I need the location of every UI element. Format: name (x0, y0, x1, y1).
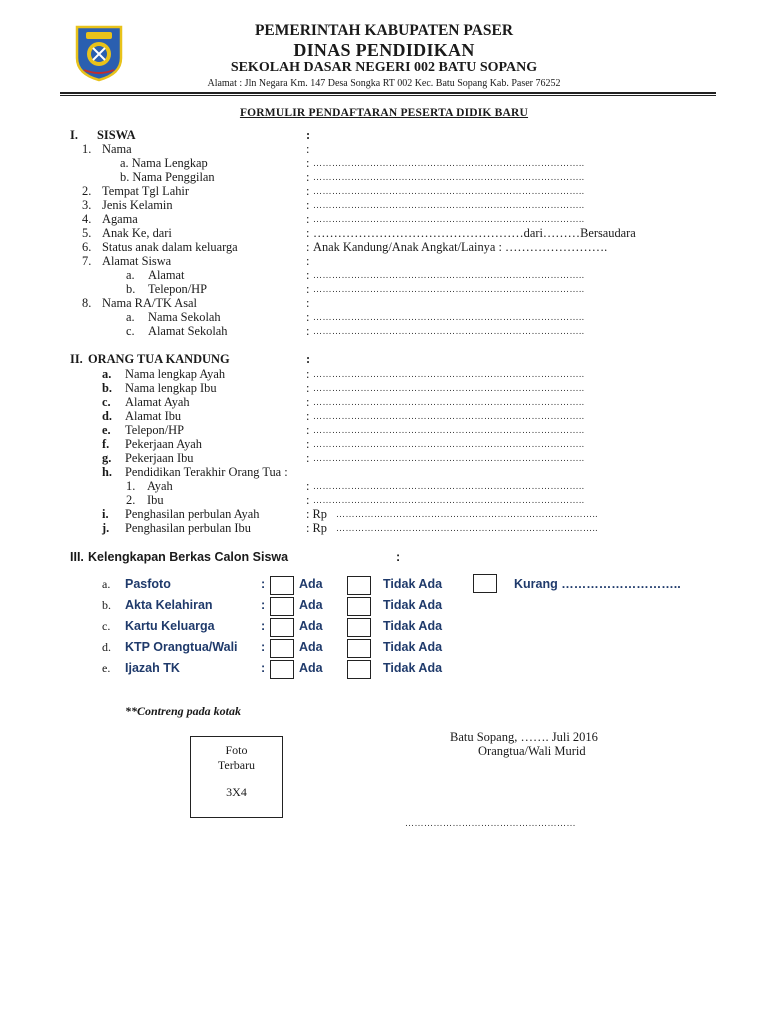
row-colon: : (306, 212, 310, 226)
section2-row (0, 381, 768, 395)
section3-number: III. (70, 550, 84, 564)
row-value[interactable]: ………………………………………………………………………….. (313, 411, 585, 421)
row-sub-letter: a. (126, 310, 135, 324)
document-label: Akta Kelahiran (125, 598, 213, 612)
row-value[interactable]: ………………………………………………………………………….. (313, 214, 585, 224)
section2-row (0, 409, 768, 423)
row-colon: : (306, 184, 310, 198)
row-label: Alamat Sekolah (148, 324, 228, 338)
row-letter: e. (102, 661, 111, 675)
section1-row (0, 170, 768, 184)
row-value[interactable]: Anak Kandung/Anak Angkat/Lainya : ……………………. (313, 240, 608, 254)
row-number: 8. (82, 296, 92, 310)
row-value[interactable]: ……………………………………………dari………Bersaudara (313, 226, 636, 240)
row-label: Tempat Tgl Lahir (102, 184, 189, 198)
row-letter: f. (102, 437, 110, 451)
document-check-row (0, 616, 768, 636)
row-colon: : (306, 254, 310, 268)
row-label: Alamat (148, 268, 185, 282)
row-label: Ibu (147, 493, 164, 507)
form-title: FORMULIR PENDAFTARAN PESERTA DIDIK BARU (239, 107, 529, 119)
header-address: Alamat : Jln Negara Km. 147 Desa Songka RT 002 Kec. Batu Sopang Kab. Paser 76252 (207, 78, 561, 89)
checkbox-ada[interactable] (270, 576, 294, 595)
section2-row (0, 367, 768, 381)
row-value[interactable]: ………………………………………………………………………….. (313, 200, 585, 210)
row-colon: : (306, 479, 310, 493)
header-rule (60, 92, 716, 94)
row-value[interactable]: ………………………………………………………………………….. (313, 453, 585, 463)
document-colon: : (261, 577, 266, 591)
row-label: Telepon/HP (148, 282, 208, 296)
row-value[interactable]: ………………………………………………………………………….. (313, 439, 585, 449)
header-school: SEKOLAH DASAR NEGERI 002 BATU SOPANG (230, 60, 538, 75)
option-tidak-ada-label: Tidak Ada (383, 577, 443, 591)
row-colon: : (306, 142, 310, 156)
row-colon: : (306, 198, 310, 212)
document-check-row (0, 658, 768, 678)
document-colon: : (261, 661, 266, 675)
row-letter: e. (102, 423, 111, 437)
option-tidak-ada-label: Tidak Ada (383, 661, 443, 675)
section2-number: II. (70, 352, 83, 366)
row-colon: : (306, 423, 310, 437)
checkbox-tidak-ada[interactable] (347, 597, 371, 616)
row-value[interactable]: ………………………………………………………………………….. (313, 397, 585, 407)
row-label: Nama lengkap Ibu (125, 381, 217, 395)
row-number: 2. (82, 184, 92, 198)
document-label: Ijazah TK (125, 661, 180, 675)
row-label: Alamat Ayah (125, 395, 190, 409)
section1-row (0, 324, 768, 338)
row-value[interactable]: ………………………………………………………………………….. (313, 270, 585, 280)
row-number: 1. (82, 142, 92, 156)
option-kurang-label: Kurang ……………………….. (514, 577, 681, 591)
row-colon: : (306, 493, 310, 507)
row-number: 3. (82, 198, 92, 212)
row-label: Anak Ke, dari (102, 226, 172, 240)
section2-row (0, 521, 768, 535)
section1-row (0, 240, 768, 254)
header-government: PEMERINTAH KABUPATEN PASER (254, 22, 514, 39)
row-letter: c. (102, 619, 111, 633)
option-ada-label: Ada (299, 598, 323, 612)
row-sub-letter: a. (126, 268, 135, 282)
row-colon: : (306, 395, 310, 409)
section1-title: SISWA (97, 128, 136, 142)
section1-row (0, 310, 768, 324)
section2-row (0, 437, 768, 451)
row-value[interactable]: ………………………………………………………………………….. (313, 383, 585, 393)
option-tidak-ada-label: Tidak Ada (383, 598, 443, 612)
row-value[interactable]: ………………………………………………………………………….. (313, 481, 585, 491)
row-letter: a. (102, 577, 111, 591)
row-colon: : (306, 282, 310, 296)
row-letter: d. (102, 409, 112, 423)
row-sub-letter: b. (126, 282, 136, 296)
row-colon: : (306, 156, 310, 170)
option-ada-label: Ada (299, 640, 323, 654)
checkbox-ada[interactable] (270, 639, 294, 658)
option-tidak-ada-label: Tidak Ada (383, 619, 443, 633)
row-letter: d. (102, 640, 111, 654)
row-letter: b. (102, 598, 111, 612)
row-colon: : Rp (306, 521, 327, 535)
checkbox-note: **Contreng pada kotak (125, 704, 242, 718)
section1-row (0, 254, 768, 268)
photo-box (190, 736, 283, 818)
row-label: a. Nama Lengkap (120, 156, 208, 170)
row-number: 6. (82, 240, 92, 254)
section2-row (0, 423, 768, 437)
row-colon: : (306, 409, 310, 423)
row-value[interactable]: ………………………………………………………………………….. (313, 312, 585, 322)
signature-place-date: Batu Sopang, ……. Juli 2016 (450, 730, 598, 744)
row-label: Alamat Ibu (125, 409, 182, 423)
row-label: Penghasilan perbulan Ibu (125, 521, 251, 535)
section3-heading (0, 550, 768, 564)
option-tidak-ada-label: Tidak Ada (383, 640, 443, 654)
row-colon: : (306, 437, 310, 451)
row-letter: g. (102, 451, 112, 465)
row-label: Ayah (147, 479, 173, 493)
document-check-row (0, 574, 768, 594)
signature-line: ……………………………………………… (405, 818, 576, 828)
checkbox-tidak-ada[interactable] (347, 618, 371, 637)
row-label: Pekerjaan Ayah (125, 437, 202, 451)
section1-row (0, 198, 768, 212)
row-colon: : Rp (306, 507, 327, 521)
row-label: Alamat Siswa (102, 254, 172, 268)
row-number: 5. (82, 226, 92, 240)
photo-box-size: 3X4 (226, 785, 247, 799)
option-ada-label: Ada (299, 619, 323, 633)
section1-row (0, 268, 768, 282)
row-label: Jenis Kelamin (102, 198, 173, 212)
row-letter: h. (102, 465, 112, 479)
section1-number: I. (70, 128, 78, 142)
checkbox-kurang[interactable] (473, 574, 497, 593)
header-rule-thin (60, 95, 716, 96)
row-letter: j. (102, 521, 110, 535)
section1-row (0, 212, 768, 226)
row-letter: i. (102, 507, 109, 521)
section1-row (0, 282, 768, 296)
row-label: Pendidikan Terakhir Orang Tua : (125, 465, 288, 479)
row-colon: : (306, 381, 310, 395)
row-colon: : (306, 226, 310, 240)
section2-row (0, 451, 768, 465)
document-colon: : (261, 619, 266, 633)
checkbox-ada[interactable] (270, 597, 294, 616)
section1-row (0, 296, 768, 310)
row-letter: b. (102, 381, 112, 395)
row-value[interactable]: ……………………………………………………………………….. (336, 509, 598, 519)
section3-title: Kelengkapan Berkas Calon Siswa (88, 550, 289, 564)
row-colon: : (306, 268, 310, 282)
section3-colon: : (396, 550, 401, 564)
row-value[interactable]: ………………………………………………………………………….. (313, 284, 585, 294)
row-label: Nama (102, 142, 132, 156)
row-value[interactable]: ………………………………………………………………………….. (313, 369, 585, 379)
row-letter: a. (102, 367, 112, 381)
row-label: Agama (102, 212, 138, 226)
checkbox-tidak-ada[interactable] (347, 639, 371, 658)
row-value[interactable]: ……………………………………………………………………….. (336, 523, 598, 533)
checkbox-ada[interactable] (270, 660, 294, 679)
row-label: Nama lengkap Ayah (125, 367, 226, 381)
row-label: Nama RA/TK Asal (102, 296, 197, 310)
signature-role: Orangtua/Wali Murid (478, 744, 586, 758)
checkbox-ada[interactable] (270, 618, 294, 637)
row-sub-letter: c. (126, 324, 135, 338)
row-colon: : (306, 367, 310, 381)
photo-box-line2: Terbaru (217, 758, 256, 772)
row-label: Pekerjaan Ibu (125, 451, 194, 465)
row-colon: : (306, 170, 310, 184)
row-letter: c. (102, 395, 111, 409)
photo-box-line1: Foto (225, 743, 248, 757)
document-check-row (0, 637, 768, 657)
document-colon: : (261, 598, 266, 612)
document-check-row (0, 595, 768, 615)
row-value[interactable]: ………………………………………………………………………….. (313, 158, 585, 168)
row-label: Telepon/HP (125, 423, 185, 437)
row-value[interactable]: ………………………………………………………………………….. (313, 495, 585, 505)
checkbox-tidak-ada[interactable] (347, 660, 371, 679)
row-label: Nama Sekolah (148, 310, 221, 324)
row-value[interactable]: ………………………………………………………………………….. (313, 172, 585, 182)
row-label: Status anak dalam keluarga (102, 240, 238, 254)
row-number: 7. (82, 254, 92, 268)
row-sub-number: 2. (126, 493, 136, 507)
row-value[interactable]: ………………………………………………………………………….. (313, 186, 585, 196)
section1-heading: I. SISWA : (70, 128, 311, 142)
row-colon: : (306, 324, 310, 338)
document-label: Kartu Keluarga (125, 619, 215, 633)
row-label: Penghasilan perbulan Ayah (125, 507, 260, 521)
checkbox-tidak-ada[interactable] (347, 576, 371, 595)
row-number: 4. (82, 212, 92, 226)
section2-heading: II. ORANG TUA KANDUNG : (70, 352, 311, 366)
row-colon: : (306, 240, 310, 254)
row-colon: : (306, 310, 310, 324)
document-label: KTP Orangtua/Wali (125, 640, 238, 654)
section2-row (0, 395, 768, 409)
row-label: b. Nama Penggilan (120, 170, 215, 184)
row-colon: : (306, 451, 310, 465)
section2-row (0, 465, 768, 479)
section1-row (0, 156, 768, 170)
section1-row (0, 226, 768, 240)
document-label: Pasfoto (125, 577, 171, 591)
header-department: DINAS PENDIDIKAN (293, 40, 475, 60)
section2-row (0, 507, 768, 521)
section1-row (0, 142, 768, 156)
row-value[interactable]: ………………………………………………………………………….. (313, 326, 585, 336)
section1-row (0, 184, 768, 198)
section2-row (0, 493, 768, 507)
row-colon: : (306, 296, 310, 310)
option-ada-label: Ada (299, 577, 323, 591)
section2-row (0, 479, 768, 493)
row-value[interactable]: ………………………………………………………………………….. (313, 425, 585, 435)
row-sub-number: 1. (126, 479, 136, 493)
section2-title: ORANG TUA KANDUNG (88, 352, 230, 366)
option-ada-label: Ada (299, 661, 323, 675)
document-colon: : (261, 640, 266, 654)
